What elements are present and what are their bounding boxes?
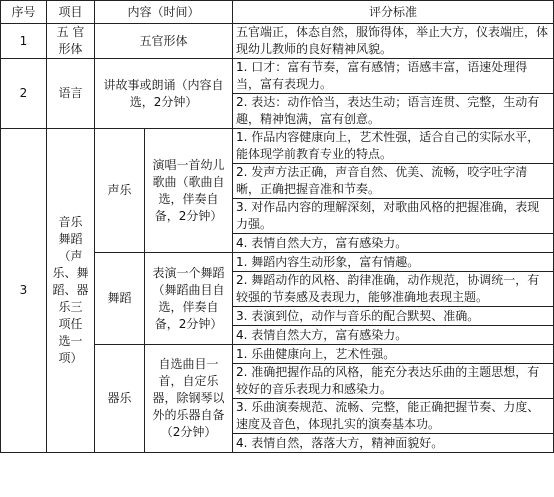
sub-item-name: 舞蹈 [95, 253, 145, 345]
table-row [1, 129, 554, 164]
criteria-cell: 4. 表情自然大方，富有感染力。 [233, 326, 554, 345]
sub-item-content: 表演一个舞蹈（舞蹈曲目自选，伴奏自备，2分钟） [145, 253, 233, 345]
table-row [1, 24, 554, 59]
criteria-cell: 2. 舞蹈动作的风格、韵律准确，动作规范，协调统一，有较强的节奏感及表现力，能够准确地表现主题。 [233, 272, 554, 307]
criteria-cell: 1. 作品内容健康向上，艺术性强，适合自己的实际水平，能体现学前教育专业的特点。 [233, 129, 554, 164]
criteria-cell: 4. 表情自然，落落大方，精神面貌好。 [233, 434, 554, 453]
criteria-cell: 2. 准确把握作品的风格，能充分表达乐曲的主题思想，有较好的音乐表现力和感染力。 [233, 364, 554, 399]
header-criteria: 评分标准 [233, 1, 554, 24]
row-content: 讲故事或朗诵（内容自选，2分钟） [95, 59, 233, 129]
criteria-cell: 4. 表情自然大方，富有感染力。 [233, 234, 554, 253]
row-item: 语言 [47, 59, 95, 129]
sub-item-name: 声乐 [95, 129, 145, 253]
criteria-cell: 3. 乐曲演奏规范、流畅、完整，能正确把握节奏、力度、速度及音色，体现扎实的演奏基本功。 [233, 399, 554, 434]
row-item: 五 官 形体 [47, 24, 95, 59]
header-content: 内容（时间） [95, 1, 233, 24]
row-no: 2 [1, 59, 47, 129]
criteria-cell: 五官端正，体态自然，服饰得体，举止大方，仪表端庄，体现幼儿教师的良好精神风貌。 [233, 24, 554, 59]
row-content: 五官形体 [95, 24, 233, 59]
sub-item-content: 自选曲目一首，自定乐器，除钢琴以外的乐器自备（2分钟） [145, 345, 233, 453]
criteria-cell: 2. 表达：动作恰当，表达生动；语言连贯、完整，生动有趣，精神饱满，富有创意。 [233, 94, 554, 129]
sub-item-name: 器乐 [95, 345, 145, 453]
row-no: 1 [1, 24, 47, 59]
criteria-cell: 1. 舞蹈内容生动形象，富有情趣。 [233, 253, 554, 272]
criteria-cell: 3. 对作品内容的理解深刻，对歌曲风格的把握准确，表现力强。 [233, 199, 554, 234]
header-row [1, 1, 554, 24]
row-item: 音乐 舞蹈 （声 乐、舞 蹈、器 乐三 项任 选一 项） [47, 129, 95, 453]
header-no: 序号 [1, 1, 47, 24]
criteria-cell: 1. 乐曲健康向上，艺术性强。 [233, 345, 554, 364]
sub-item-content: 演唱一首幼儿歌曲（歌曲自选，伴奏自备，2分钟） [145, 129, 233, 253]
row-no: 3 [1, 129, 47, 453]
criteria-cell: 1. 口才：富有节奏，富有感情；语感丰富，语速处理得当，富有表现力。 [233, 59, 554, 94]
table-row [1, 59, 554, 94]
criteria-cell: 2. 发声方法正确，声音自然、优美、流畅，咬字吐字清晰，正确把握音准和节奏。 [233, 164, 554, 199]
header-item: 项目 [47, 1, 95, 24]
criteria-cell: 3. 表演到位，动作与音乐的配合默契、准确。 [233, 307, 554, 326]
